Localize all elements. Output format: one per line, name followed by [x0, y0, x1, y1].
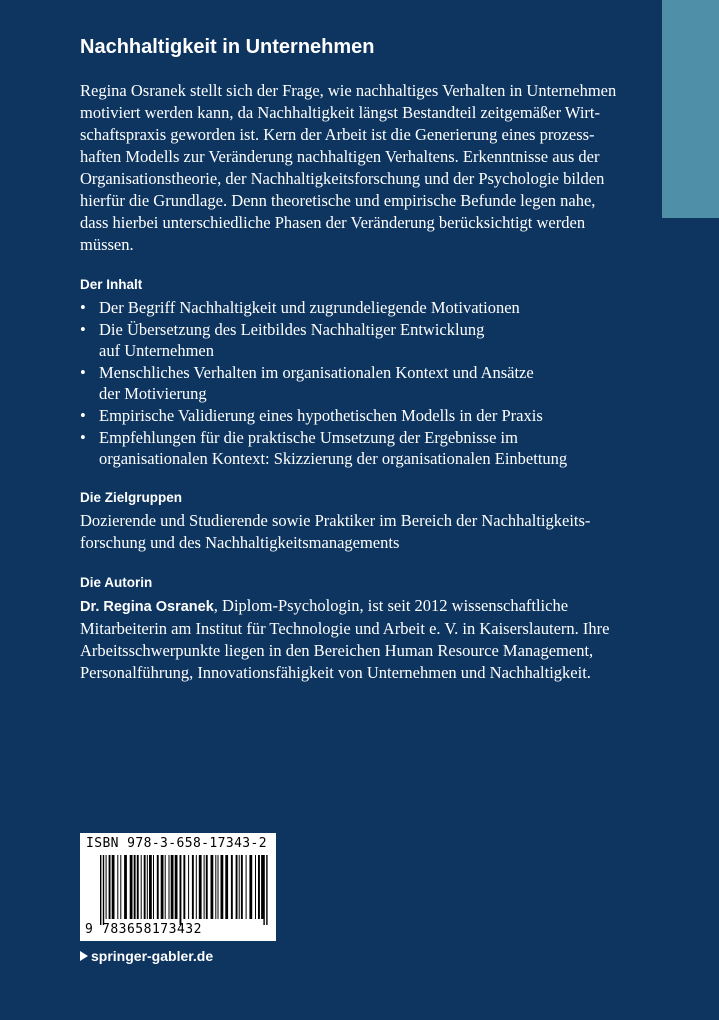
barcode-bar — [221, 855, 224, 919]
isbn-barcode — [80, 833, 276, 941]
barcode-bar — [225, 855, 228, 919]
contents-list — [80, 297, 628, 469]
list-item — [80, 405, 628, 426]
intro-line: schaftspraxis geworden ist. Kern der Arbeit ist die Generierung eines prozess- — [80, 125, 595, 144]
book-title: Nachhaltigkeit in Unternehmen — [80, 36, 375, 58]
barcode-bar — [180, 855, 182, 925]
barcode-bar — [192, 855, 194, 919]
barcode-bar — [137, 855, 139, 919]
barcode-bar — [130, 855, 133, 919]
barcode-digits: 783658173432 — [102, 922, 202, 937]
list-item-line: Menschliches Verhalten im organisationalen Kontext und Ansätze — [99, 363, 534, 382]
barcode-bar — [263, 855, 264, 925]
list-item — [80, 297, 628, 318]
contents-heading: Der Inhalt — [80, 277, 143, 292]
contents-section — [80, 276, 628, 469]
bullet-icon: • — [80, 363, 86, 382]
list-item-line: auf Unternehmen — [99, 341, 214, 360]
author-heading: Die Autorin — [80, 575, 153, 590]
target-section — [80, 489, 628, 554]
barcode-bar — [218, 855, 219, 919]
list-item — [80, 427, 628, 469]
barcode-bar — [112, 855, 115, 919]
barcode-bar — [249, 855, 252, 919]
intro-paragraph — [80, 80, 628, 256]
barcode-bar — [204, 855, 205, 919]
target-heading: Die Zielgruppen — [80, 490, 183, 505]
author-paragraph — [80, 595, 628, 684]
barcode-bar — [144, 855, 146, 919]
barcode-bar — [175, 855, 178, 919]
isbn-text: ISBN 978-3-658-17343-2 — [86, 836, 267, 851]
barcode-bar — [231, 855, 233, 919]
list-item-line: der Motivierung — [99, 384, 207, 403]
barcode-bar — [206, 855, 208, 919]
barcode-bar — [236, 855, 238, 919]
author-line — [80, 595, 628, 618]
bullet-icon: • — [80, 298, 86, 317]
bullet-icon: • — [80, 406, 86, 425]
target-line: forschung und des Nachhaltigkeitsmanagements — [80, 533, 400, 552]
barcode-bar — [106, 855, 107, 919]
barcode-bar — [169, 855, 170, 919]
barcode-bar — [124, 855, 127, 919]
list-item — [80, 319, 628, 361]
barcode-bar — [199, 855, 202, 919]
author-line: Arbeitsschwerpunkte liegen in den Bereichen Human Resource Management, — [80, 641, 594, 660]
author-line: Personalführung, Innovationsfähigkeit von Unternehmen und Nachhaltigkeit. — [80, 663, 591, 682]
intro-line: Regina Osranek stellt sich der Frage, wie nachhaltiges Verhalten in Unternehmen — [80, 81, 617, 100]
barcode-bar — [103, 855, 104, 925]
barcode-bar — [161, 855, 164, 919]
author-line: Mitarbeiterin am Institut für Technologie und Arbeit e. V. in Kaiserslautern. Ihre — [80, 619, 610, 638]
barcode-bar — [183, 855, 185, 919]
barcode-bar — [239, 855, 240, 919]
barcode-bar — [255, 855, 256, 919]
barcode-bar — [215, 855, 216, 919]
publisher-url: springer-gabler.de — [91, 948, 214, 964]
arrow-right-icon — [80, 951, 88, 961]
barcode-bars — [100, 855, 268, 925]
barcode-bar — [246, 855, 247, 919]
barcode-bar — [211, 855, 214, 919]
bullet-icon: • — [80, 320, 86, 339]
list-item-line: organisationalen Kontext: Skizzierung der organisationalen Einbettung — [99, 449, 568, 468]
barcode-bar — [196, 855, 197, 919]
list-item-line: Empirische Validierung eines hypothetischen Modells in der Praxis — [99, 406, 543, 425]
barcode-bar — [266, 855, 267, 925]
barcode-bar — [147, 855, 148, 919]
list-item — [80, 362, 628, 404]
author-line-rest: , Diplom-Psychologin, ist seit 2012 wissenschaftliche — [213, 596, 569, 615]
bullet-icon: • — [80, 428, 86, 447]
back-cover-text — [80, 34, 628, 684]
author-name: Dr. Regina Osranek — [80, 599, 214, 615]
barcode-bar — [241, 855, 243, 919]
barcode-bar — [188, 855, 189, 919]
publisher-link[interactable] — [80, 947, 213, 965]
intro-line: motiviert werden kann, da Nachhaltigkeit längst Bestandteil zeitgemäßer Wirt- — [80, 103, 600, 122]
intro-line: müssen. — [80, 235, 134, 254]
author-section — [80, 574, 628, 684]
barcode-bar — [117, 855, 118, 919]
barcode-bar — [134, 855, 136, 919]
barcode-bar — [109, 855, 111, 919]
barcode-first-digit: 9 — [85, 922, 93, 937]
barcode-bar — [141, 855, 142, 919]
list-item-line: Empfehlungen für die praktische Umsetzung der Ergebnisse im — [99, 428, 518, 447]
barcode-bar — [100, 855, 101, 925]
barcode-bar — [149, 855, 152, 919]
barcode-bar — [165, 855, 166, 919]
barcode-bar — [120, 855, 121, 919]
intro-line: dass hierbei unterschiedliche Phasen der Veränderung berücksichtigt werden — [80, 213, 586, 232]
barcode-bar — [153, 855, 154, 919]
barcode-bar — [258, 855, 260, 919]
cover-color-tab — [662, 0, 719, 218]
intro-line: Organisationstheorie, der Nachhaltigkeitsforschung und der Psychologie bilden — [80, 169, 605, 188]
barcode-bar — [171, 855, 174, 919]
target-line: Dozierende und Studierende sowie Praktiker im Bereich der Nachhaltigkeits- — [80, 511, 591, 530]
barcode-bar — [157, 855, 159, 919]
intro-line: haften Modells zur Veränderung nachhaltigen Verhaltens. Erkenntnisse aus der — [80, 147, 600, 166]
list-item-line: Die Übersetzung des Leitbildes Nachhaltiger Entwicklung — [99, 320, 485, 339]
list-item-line: Der Begriff Nachhaltigkeit und zugrundeliegende Motivationen — [99, 298, 520, 317]
target-paragraph — [80, 510, 628, 554]
intro-line: hierfür die Grundlage. Denn theoretische und empirische Befunde legen nahe, — [80, 191, 596, 210]
